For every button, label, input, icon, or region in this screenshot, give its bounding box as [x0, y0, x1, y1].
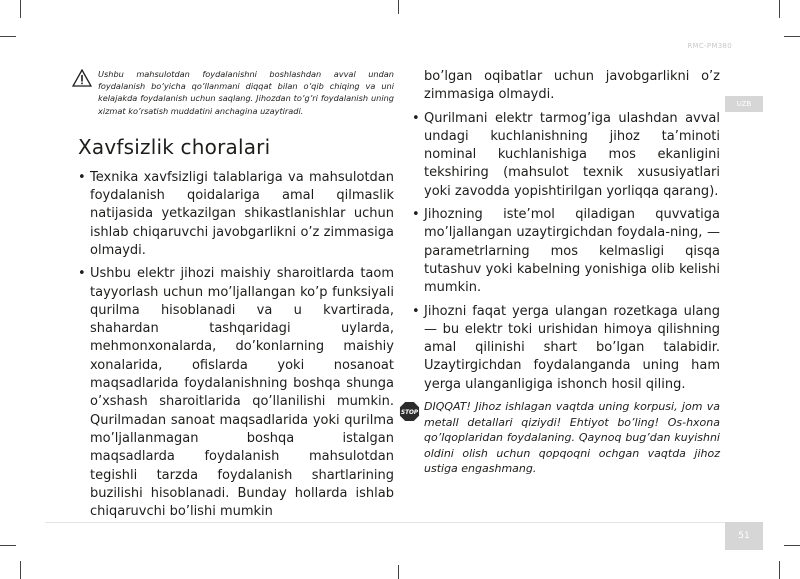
section-title: Xavfsizlik choralari: [78, 134, 271, 159]
list-item: • Texnika xavfsizligi talablariga va mahsulotdan foydalanish qoidalariga amal qilmaslik natijasida yetkazilgan shikastlanishlar uchun ishlab chiqaruvchi javobgarlikni o’z zimmasiga olmaydi.: [78, 169, 394, 260]
safety-list-right: [412, 110, 720, 394]
warning-text: Ushbu mahsulotdan foydalanishni boshlashdan avval undan foydalanish bo’yicha qo’llanmani diqqat bilan o’qib chiqing va uni kelajakda foydalanish uchun saqlang. Jihozdan to’g’ri foydalanish uning xizmat ko’rsatish muddatini anchagina uzaytiradi.: [98, 69, 394, 116]
crop-mark: [779, 0, 780, 18]
list-item: • Jihozni faqat yerga ulangan rozetkaga ulang — bu elektr toki urishidan himoya qilishning amal qilinishi shart bo’lgan talabidir. Uzaytirgichdan foydalanganda uning ham yerga ulanganligiga ishonch hosil qiling.: [412, 303, 720, 394]
crop-mark: [20, 0, 21, 18]
crop-mark: [0, 545, 16, 546]
model-label: RMC-PM380: [687, 42, 732, 50]
crop-mark: [398, 0, 399, 14]
right-column: [400, 68, 720, 477]
list-item: • Qurilmani elektr tarmog’iga ulashdan avval undagi kuchlanishning jihoz ta’minoti nominal kuchlanishiga mos ekanligini tekshiring (mahsulot texnik xususiyatlari yoki zavodda yopishtirilgan yorliqqa qarang).: [412, 110, 720, 201]
warning-note: [78, 68, 394, 117]
stop-warning: [400, 399, 720, 477]
list-item-continuation: bo’lgan oqibatlar uchun javobgarlikni o’z zimmasiga olmaydi.: [424, 69, 720, 103]
stop-sign-label: STOP: [400, 410, 419, 417]
warning-triangle-icon: [72, 69, 92, 87]
crop-mark: [784, 545, 800, 546]
page-number: 51: [725, 522, 763, 550]
list-item: • Ushbu elektr jihozi maishiy sharoitlarda taom tayyorlash uchun mo’ljallangan ko’p funksiyali qurilma hisoblanadi va u kvartirada, shahardan tashqaridagi uylarda, mehmonxonalarda, do’konlarning maishiy xonalarida, ofislarda yoki nosanoat maqsadlarida foydalanishning boshqa shunga o’xshash sharoitlarida qo’llanilishi mumkin. Qurilmadan sanoat maqsadlarida yoki qurilma mo’ljallanmagan boshqa istalgan maqsadlarda foydalanish mahsulotdan tegishli tarzda foydalanish shartlarining buzilishi hisoblanadi. Bunday hollarda ishlab chiqaruvchi bo’lishi mumkin: [78, 265, 394, 521]
crop-mark: [20, 561, 21, 579]
crop-mark: [784, 36, 800, 37]
stop-warning-text: DIQQAT! Jihoz ishlagan vaqtda uning korpusi, jom va metall detallari qiziydi! Ehtiyot bo’ling! Os-hxona qo’lqoplaridan foydalaning. Qaynoq bug’dan kuyishni oldini olish uchun qopqoqni ochgan vaqtda jihoz ustiga engashmang.: [424, 400, 720, 476]
safety-list-left: [78, 169, 394, 522]
list-item: • Jihozning iste’mol qiladigan quvvatiga mo’ljallangan uzaytirgichdan foydala-ning, — parametrlarning mos kelmasligi qisqa tutashuv yoki kabelning yonishiga olib kelishi mumkin.: [412, 206, 720, 297]
crop-mark: [398, 565, 399, 579]
stop-sign-icon: [399, 401, 420, 422]
crop-mark: [0, 36, 16, 37]
left-column: [78, 68, 394, 526]
language-tab: UZB: [725, 96, 763, 112]
crop-mark: [779, 561, 780, 579]
